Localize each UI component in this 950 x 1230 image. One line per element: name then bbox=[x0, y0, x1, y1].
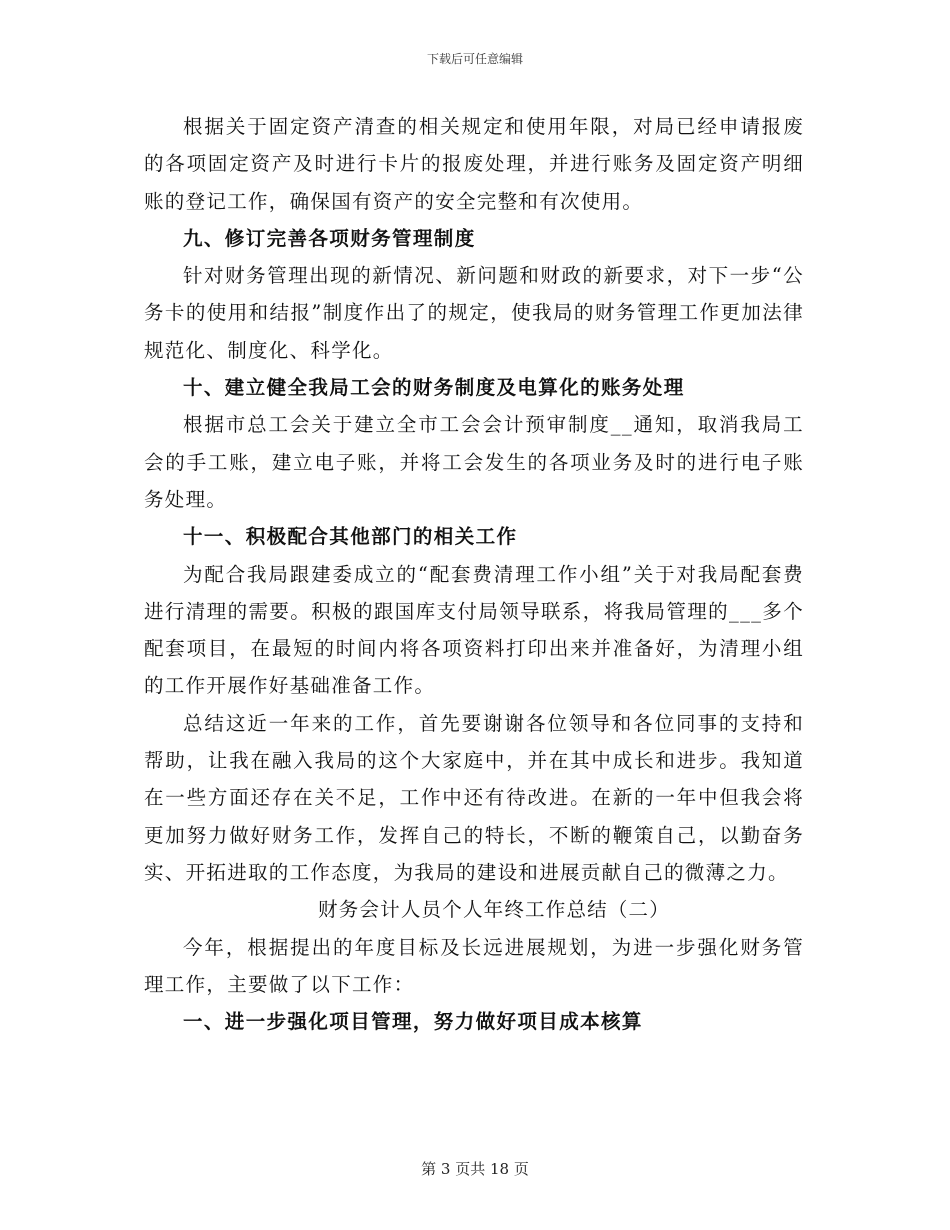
paragraph-union-accounts: 根据市总工会关于建立全市工会会计预审制度__通知，取消我局工会的手工账，建立电子账，并将工会发生的各项业务及时的进行电子账务处理。 bbox=[144, 413, 804, 511]
section-heading-nine: 九、修订完善各项财务管理制度 bbox=[183, 226, 476, 250]
paragraph-finance-rules: 针对财务管理出现的新情况、新问题和财政的新要求，对下一步“公务卡的使用和结报”制度作出了的规定，使我局的财务管理工作更加法律规范化、制度化、科学化。 bbox=[144, 264, 804, 362]
page-footer: 第 3 页共 18 页 bbox=[421, 1160, 529, 1178]
document-title-part-two: 财务会计人员个人年终工作总结（二） bbox=[318, 898, 670, 922]
paragraph-summary: 总结这近一年来的工作，首先要谢谢各位领导和各位同事的支持和帮助，让我在融入我局的这个大家庭中，并在其中成长和进步。我知道在一些方面还存在关不足，工作中还有待改进。在新的一年中但我会将更加努力做好财务工作，发挥自己的特长，不断的鞭策自己，以勤奋务实、开拓进取的工作态度，为我局的建设和进展贡献自己的微薄之力。 bbox=[144, 711, 804, 884]
section-heading-eleven: 十一、积极配合其他部门的相关工作 bbox=[183, 525, 518, 549]
section-heading-one: 一、进一步强化项目管理，努力做好项目成本核算 bbox=[183, 1010, 643, 1034]
document-body bbox=[144, 108, 804, 1040]
paragraph-intro-part-two: 今年，根据提出的年度目标及长远进展规划，为进一步强化财务管理工作，主要做了以下工作： bbox=[144, 935, 804, 996]
paragraph-asset-scrap: 根据关于固定资产清查的相关规定和使用年限，对局已经申请报废的各项固定资产及时进行卡片的报废处理，并进行账务及固定资产明细账的登记工作，确保国有资产的安全完整和有次使用。 bbox=[144, 115, 804, 213]
page-header: 下载后可任意编辑 bbox=[426, 52, 523, 66]
paragraph-cooperation: 为配合我局跟建委成立的“配套费清理工作小组”关于对我局配套费进行清理的需要。积极的跟国库支付局领导联系，将我局管理的___多个配套项目，在最短的时间内将各项资料打印出来并准备好，为清理小组的工作开展作好基础准备工作。 bbox=[144, 562, 804, 698]
section-heading-ten: 十、建立健全我局工会的财务制度及电算化的账务处理 bbox=[183, 376, 685, 400]
